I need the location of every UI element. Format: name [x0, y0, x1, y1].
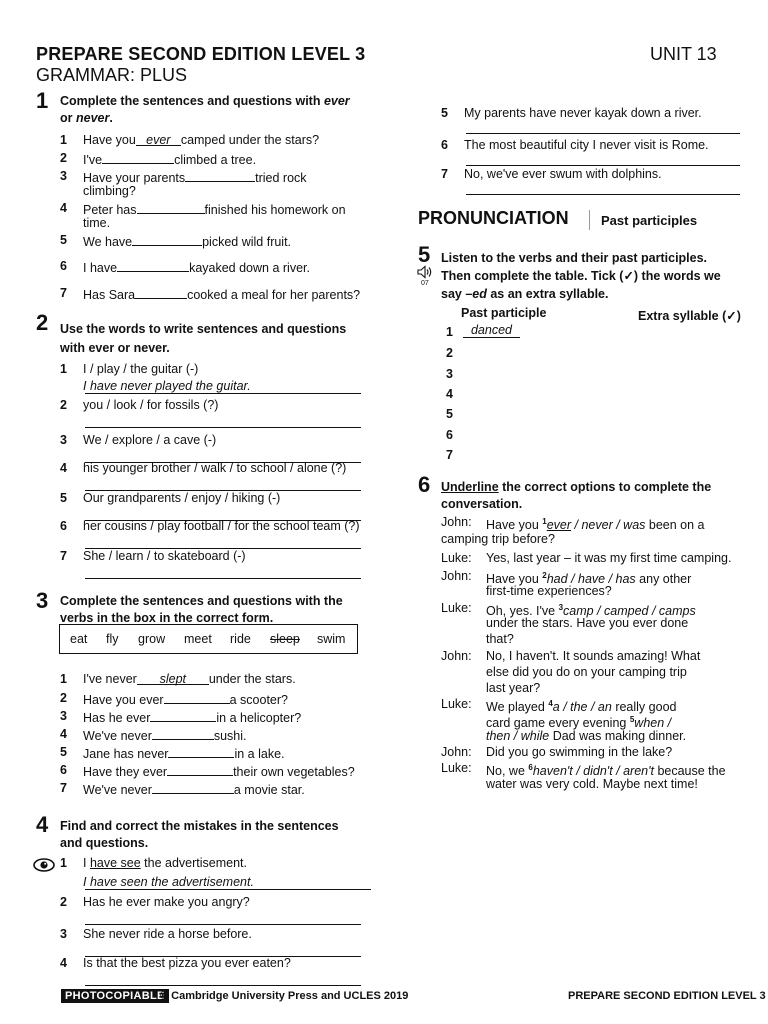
item-prefix: Peter has: [83, 203, 137, 217]
item-text: [83, 895, 250, 910]
item-prefix: The most beautiful city I never visit is Rome.: [464, 138, 709, 152]
unit-label: UNIT 13: [650, 44, 717, 64]
item-number: 3: [60, 709, 67, 723]
item-number: 6: [441, 138, 448, 152]
table-row-number: 1: [446, 325, 453, 339]
answer-blank[interactable]: ever: [136, 133, 181, 146]
exercise-item: [60, 895, 370, 925]
answer-line[interactable]: [466, 133, 740, 134]
item-prefix: I've: [83, 153, 103, 167]
item-prompt: She / learn / to skateboard (-): [83, 549, 246, 563]
item-suffix: tried rock: [255, 171, 307, 185]
item-prompt: I / play / the guitar (-): [83, 362, 199, 376]
item-text: [464, 167, 662, 182]
item-number: 3: [60, 169, 67, 183]
answer-blank[interactable]: [185, 169, 255, 182]
item-text: [83, 672, 296, 687]
exercise-item: [60, 727, 370, 743]
item-prefix: We have: [83, 235, 133, 249]
item-text: [83, 691, 288, 708]
answer-blank[interactable]: [117, 259, 189, 272]
item-prefix: Have you ever: [83, 693, 164, 707]
item-prefix: We've never: [83, 783, 152, 797]
item-number: 1: [60, 362, 67, 376]
item-number: 7: [60, 549, 67, 563]
answer-blank[interactable]: [168, 745, 234, 758]
exercise-instruction: Use the words to write sentences and questions with ever or never.: [60, 322, 347, 355]
answer-blank[interactable]: [132, 233, 202, 246]
item-prefix: Have you: [83, 133, 136, 147]
item-number: 7: [441, 167, 448, 181]
item-text: [83, 709, 301, 726]
item-text: [83, 856, 247, 871]
exercise-item: [60, 286, 370, 316]
item-number: 2: [60, 398, 67, 412]
item-suffix: sushi.: [213, 729, 247, 743]
item-text: [83, 927, 252, 942]
eye-icon: [33, 857, 55, 878]
sample-answer: I have seen the advertisement.: [83, 875, 254, 889]
answer-line[interactable]: [466, 194, 740, 195]
item-prefix: Has he ever make you angry?: [83, 895, 250, 909]
answer-blank[interactable]: slept: [137, 672, 209, 685]
item-suffix: their own vegetables?: [233, 765, 355, 779]
item-prefix: I've never: [83, 672, 137, 686]
answer-line[interactable]: [85, 985, 361, 986]
item-suffix: finished his homework on: [204, 203, 346, 217]
item-prefix: Have your parents: [83, 171, 186, 185]
item-suffix: the advertisement.: [140, 856, 247, 870]
exercise-item: [60, 519, 370, 549]
item-prompt: Our grandparents / enjoy / hiking (-): [83, 491, 281, 505]
item-suffix: cooked a meal for her parents?: [187, 288, 361, 302]
item-text: [464, 138, 709, 153]
item-suffix: under the stars.: [208, 672, 296, 686]
section-title: PRONUNCIATION: [418, 208, 569, 228]
item-number: 5: [60, 491, 67, 505]
footer-level: PREPARE SECOND EDITION LEVEL 3: [568, 990, 766, 1002]
item-text: [83, 259, 310, 276]
item-suffix: climbed a tree.: [174, 153, 257, 167]
table-row-number: 7: [446, 448, 453, 462]
exercise-item: [60, 709, 370, 725]
item-number: 2: [60, 895, 67, 909]
exercise-number: 1: [36, 88, 49, 113]
exercise-item: [60, 691, 370, 707]
answer-blank[interactable]: [102, 151, 174, 164]
item-prefix: We've never: [83, 729, 152, 743]
item-number: 5: [441, 106, 448, 120]
item-prompt: his younger brother / walk / to school / alone (?): [83, 461, 347, 475]
item-text: [83, 781, 305, 798]
exercise-item: [60, 763, 370, 779]
word-box-word: fly: [106, 632, 119, 646]
word-box-word: eat: [70, 632, 88, 646]
exercise-item: [441, 167, 751, 197]
item-number: 6: [60, 259, 67, 273]
exercise-item: [60, 433, 370, 463]
table-row-number: 5: [446, 407, 453, 421]
item-number: 6: [60, 519, 67, 533]
item-prefix: Has Sara: [83, 288, 136, 302]
item-number: 4: [60, 956, 67, 970]
exercise-item: [60, 259, 370, 289]
item-number: 3: [60, 433, 67, 447]
item-continuation: climbing?: [83, 184, 136, 198]
exercise-item: [60, 956, 370, 986]
section-subtitle: Past participles: [601, 213, 698, 228]
copyright: © Cambridge University Press and UCLES 2019: [160, 990, 409, 1002]
exercise-item: [60, 169, 370, 199]
table-row-number: 3: [446, 367, 453, 381]
item-text: [83, 133, 319, 148]
item-prefix: My parents have never kayak down a river.: [464, 106, 702, 120]
answer-line[interactable]: [85, 578, 361, 579]
item-prefix: Is that the best pizza you ever eaten?: [83, 956, 291, 970]
item-prefix: Has he ever: [83, 711, 151, 725]
table-row-number: 4: [446, 387, 453, 401]
word-box-word: ride: [230, 632, 251, 646]
word-box-word: meet: [184, 632, 212, 646]
table-answer[interactable]: danced: [463, 323, 520, 338]
item-text: [83, 745, 285, 762]
answer-blank[interactable]: [167, 763, 233, 776]
item-continuation: time.: [83, 216, 111, 230]
answer-line[interactable]: [85, 924, 361, 925]
sample-answer: I have never played the guitar.: [83, 379, 251, 393]
answer-blank[interactable]: [137, 201, 205, 214]
item-number: 7: [60, 781, 67, 795]
item-prefix: She never ride a horse before.: [83, 927, 252, 941]
exercise-item: [60, 856, 370, 889]
item-number: 4: [60, 201, 67, 215]
answer-blank[interactable]: [164, 691, 230, 704]
answer-blank[interactable]: [152, 727, 214, 740]
conversation: John: Have you $^1$ever / never / was been on a camping trip before? Luke: Yes, last year – it was my first time camping. John: Have you $^2$had / have / has any other first-time experiences? Luke: Oh, yes. I've $^3$camp / camped / camps under the stars. Have you ever done that? John: No, I haven't. It sounds amazing! What else did you do on your camping trip last year? Luke: We played $^4$a / the / an really good card game every evening $^5$when / then / while Dad was making dinner. John: Did you go swimming in the lake? Luke: No, we $^6$haven't / didn't / aren't because the water was very cold. Maybe next time!: [441, 515, 732, 791]
item-text: [83, 727, 247, 744]
item-text: [83, 201, 346, 218]
item-suffix: picked wild fruit.: [202, 235, 292, 249]
exercise-item: [60, 745, 370, 761]
item-number: 3: [60, 927, 67, 941]
item-suffix: a movie star.: [233, 783, 305, 797]
exercise-item: [60, 549, 370, 579]
answer-line[interactable]: [466, 165, 740, 166]
answer-line[interactable]: [85, 427, 361, 428]
item-prefix: No, we've ever swum with dolphins.: [464, 167, 662, 181]
exercise-instruction: Complete the sentences and questions with the verbs in the box in the correct form.: [60, 594, 343, 625]
item-text: [83, 286, 360, 303]
item-number: 1: [60, 133, 67, 147]
item-number: 1: [60, 672, 67, 686]
exercise-instruction: Complete the sentences and questions with ever or never.: [60, 94, 350, 125]
exercise-item: [60, 927, 370, 957]
exercise-number: 4: [36, 812, 49, 837]
item-number: 6: [60, 763, 67, 777]
item-number: 5: [60, 745, 67, 759]
item-suffix: camped under the stars?: [180, 133, 320, 147]
item-prompt: you / look / for fossils (?): [83, 398, 219, 412]
item-text: [83, 233, 291, 250]
item-text: [83, 763, 355, 780]
page-title: PREPARE SECOND EDITION LEVEL 3: [36, 44, 366, 64]
table-row-number: 2: [446, 346, 453, 360]
item-prefix: I: [83, 856, 90, 870]
item-suffix: in a lake.: [234, 747, 285, 761]
item-suffix: a scooter?: [229, 693, 288, 707]
item-text: [83, 956, 291, 971]
exercise-item: [60, 398, 370, 428]
item-number: 2: [60, 691, 67, 705]
item-suffix: in a helicopter?: [216, 711, 302, 725]
word-box-word: swim: [317, 632, 346, 646]
item-number: 7: [60, 286, 67, 300]
item-text: [464, 106, 702, 121]
word-box-word: grow: [138, 632, 166, 646]
item-prefix: Have they ever: [83, 765, 168, 779]
table-header-past-participle: Past participle: [461, 306, 547, 320]
item-text: [83, 151, 256, 168]
answer-blank[interactable]: [150, 709, 216, 722]
underlined-mistake: have see: [89, 856, 141, 870]
exercise-number: 2: [36, 310, 49, 335]
exercise-instruction: Underline the correct options to complete the conversation.: [441, 480, 712, 511]
exercise-number: 5: [418, 242, 431, 267]
page-subtitle: GRAMMAR: PLUS: [36, 65, 188, 85]
exercise-item: [60, 461, 370, 491]
exercise-instruction: Listen to the verbs and their past participles. Then complete the table. Tick (✓) the words we say –ed as an extra syllable.: [441, 251, 721, 301]
item-prompt: We / explore / a cave (-): [83, 433, 217, 447]
item-prompt: her cousins / play football / for the school team (?): [83, 519, 360, 533]
answer-blank[interactable]: [135, 286, 187, 299]
exercise-instruction: Find and correct the mistakes in the sentences and questions.: [60, 819, 339, 850]
exercise-number: 6: [418, 472, 431, 497]
item-number: 1: [60, 856, 67, 870]
exercise-number: 3: [36, 588, 49, 613]
photocopiable-badge: PHOTOCOPIABLE: [61, 989, 169, 1003]
exercise-item: [60, 672, 370, 688]
word-box-word-used: sleep: [270, 632, 300, 646]
exercise-item: [60, 362, 370, 392]
exercise-item: [441, 138, 751, 168]
table-row-number: 6: [446, 428, 453, 442]
table-header-extra-syllable: Extra syllable (✓): [638, 309, 741, 323]
exercise-item: [60, 491, 370, 521]
divider: [589, 210, 590, 230]
word-box: [59, 624, 358, 654]
exercise-item: [60, 781, 370, 797]
item-number: 5: [60, 233, 67, 247]
item-prefix: I have: [83, 261, 118, 275]
exercise-item: [60, 201, 370, 231]
item-number: 4: [60, 461, 67, 475]
item-number: 4: [60, 727, 67, 741]
item-suffix: kayaked down a river.: [189, 261, 310, 275]
item-prefix: Jane has never: [83, 747, 169, 761]
item-number: 2: [60, 151, 67, 165]
audio-track-number: 07: [421, 280, 429, 287]
exercise-item: [441, 106, 751, 136]
answer-blank[interactable]: [152, 781, 234, 794]
